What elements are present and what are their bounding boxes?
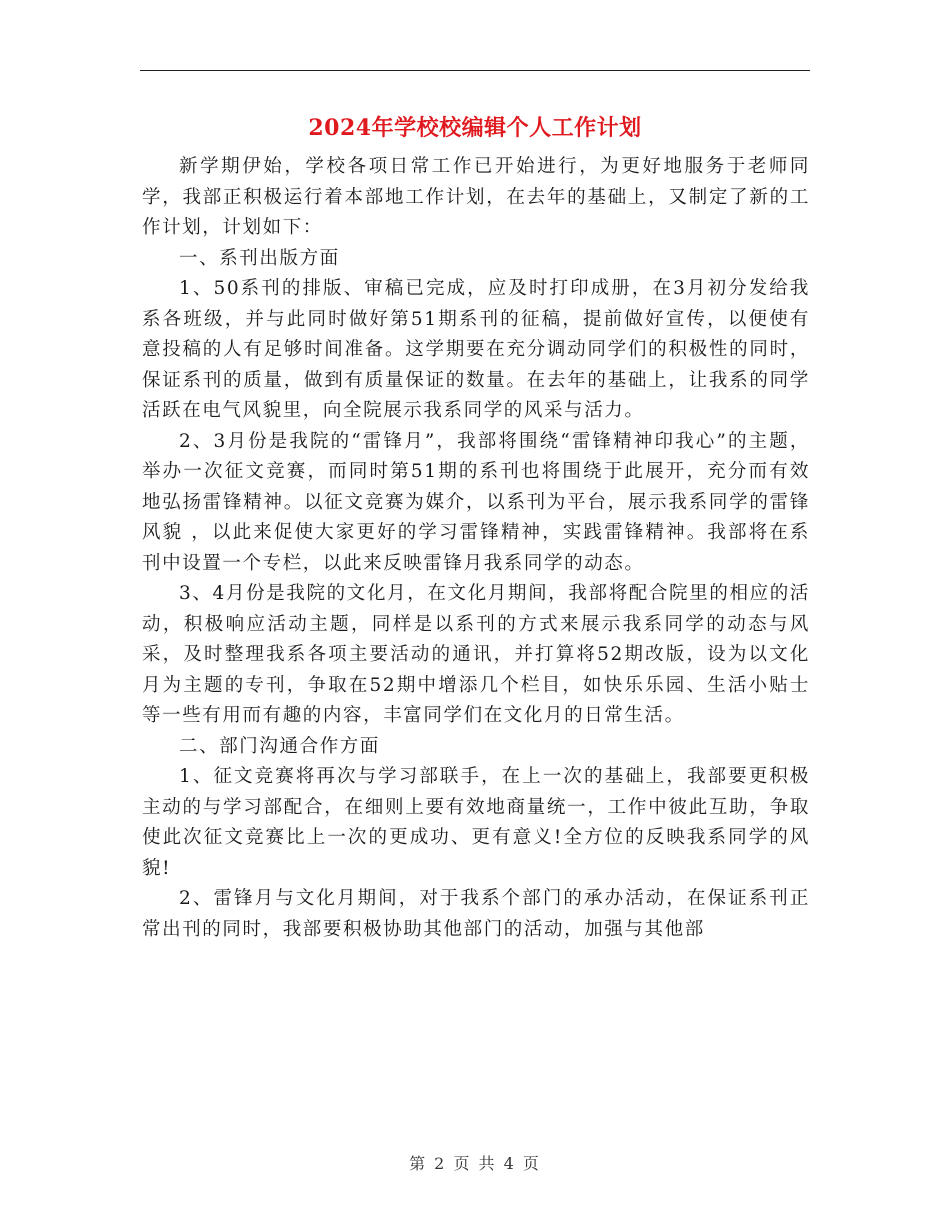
header-rule xyxy=(140,70,810,71)
section-heading-cooperation: 二、部门沟通合作方面 xyxy=(179,735,381,757)
paragraph-item-2: 2、3月份是我院的“雷锋月”，我部将围绕“雷锋精神印我心”的主题，举办一次征文竞赛，而同时第51期的系刊也将围绕于此展开，充分而有效地弘扬雷锋精神。以征文竞赛为媒介，以系刊为平台，展示我系同学的雷锋风貌 ，以此来促使大家更好的学习雷锋精神，实践雷锋精神。我部将在系刊中设置一个专栏，以此来反映雷锋月我系同学的动态。 xyxy=(142,430,810,574)
paragraph-coop-1: 1、征文竞赛将再次与学习部联手，在上一次的基础上，我部要更积极主动的与学习部配合，在细则上要有效地商量统一，工作中彼此互助，争取使此次征文竞赛比上一次的更成功、更有意义!全方位的反映我系同学的风貌! xyxy=(142,766,810,879)
document-title: 2024年学校校编辑个人工作计划 xyxy=(308,115,642,141)
document-body xyxy=(142,152,810,945)
paragraph-intro: 新学期伊始，学校各项日常工作已开始进行，为更好地服务于老师同学，我部正积极运行着本部地工作计划，在去年的基础上，又制定了新的工作计划，计划如下： xyxy=(142,156,810,238)
section-heading-publication: 一、系刊出版方面 xyxy=(179,247,340,269)
page-number-footer: 第 2 页 共 4 页 xyxy=(409,1154,541,1173)
paragraph-item-3: 3、4月份是我院的文化月，在文化月期间，我部将配合院里的相应的活动，积极响应活动主题，同样是以系刊的方式来展示我系同学的动态与风采，及时整理我系各项主要活动的通讯，并打算将52期改版，设为以文化月为主题的专刊，争取在52期中增添几个栏目，如快乐乐园、生活小贴士等一些有用而有趣的内容，丰富同学们在文化月的日常生活。 xyxy=(142,583,810,726)
paragraph-coop-2: 2、雷锋月与文化月期间，对于我系个部门的承办活动，在保证系刊正常出刊的同时，我部要积极协助其他部门的活动，加强与其他部 xyxy=(142,888,810,940)
paragraph-item-1: 1、50系刊的排版、审稿已完成，应及时打印成册，在3月初分发给我系各班级，并与此同时做好第51期系刊的征稿，提前做好宣传，以便使有意投稿的人有足够时间准备。这学期要在充分调动同学们的积极性的同时，保证系刊的质量，做到有质量保证的数量。在去年的基础上，让我系的同学活跃在电气风貌里，向全院展示我系同学的风采与活力。 xyxy=(142,278,810,421)
